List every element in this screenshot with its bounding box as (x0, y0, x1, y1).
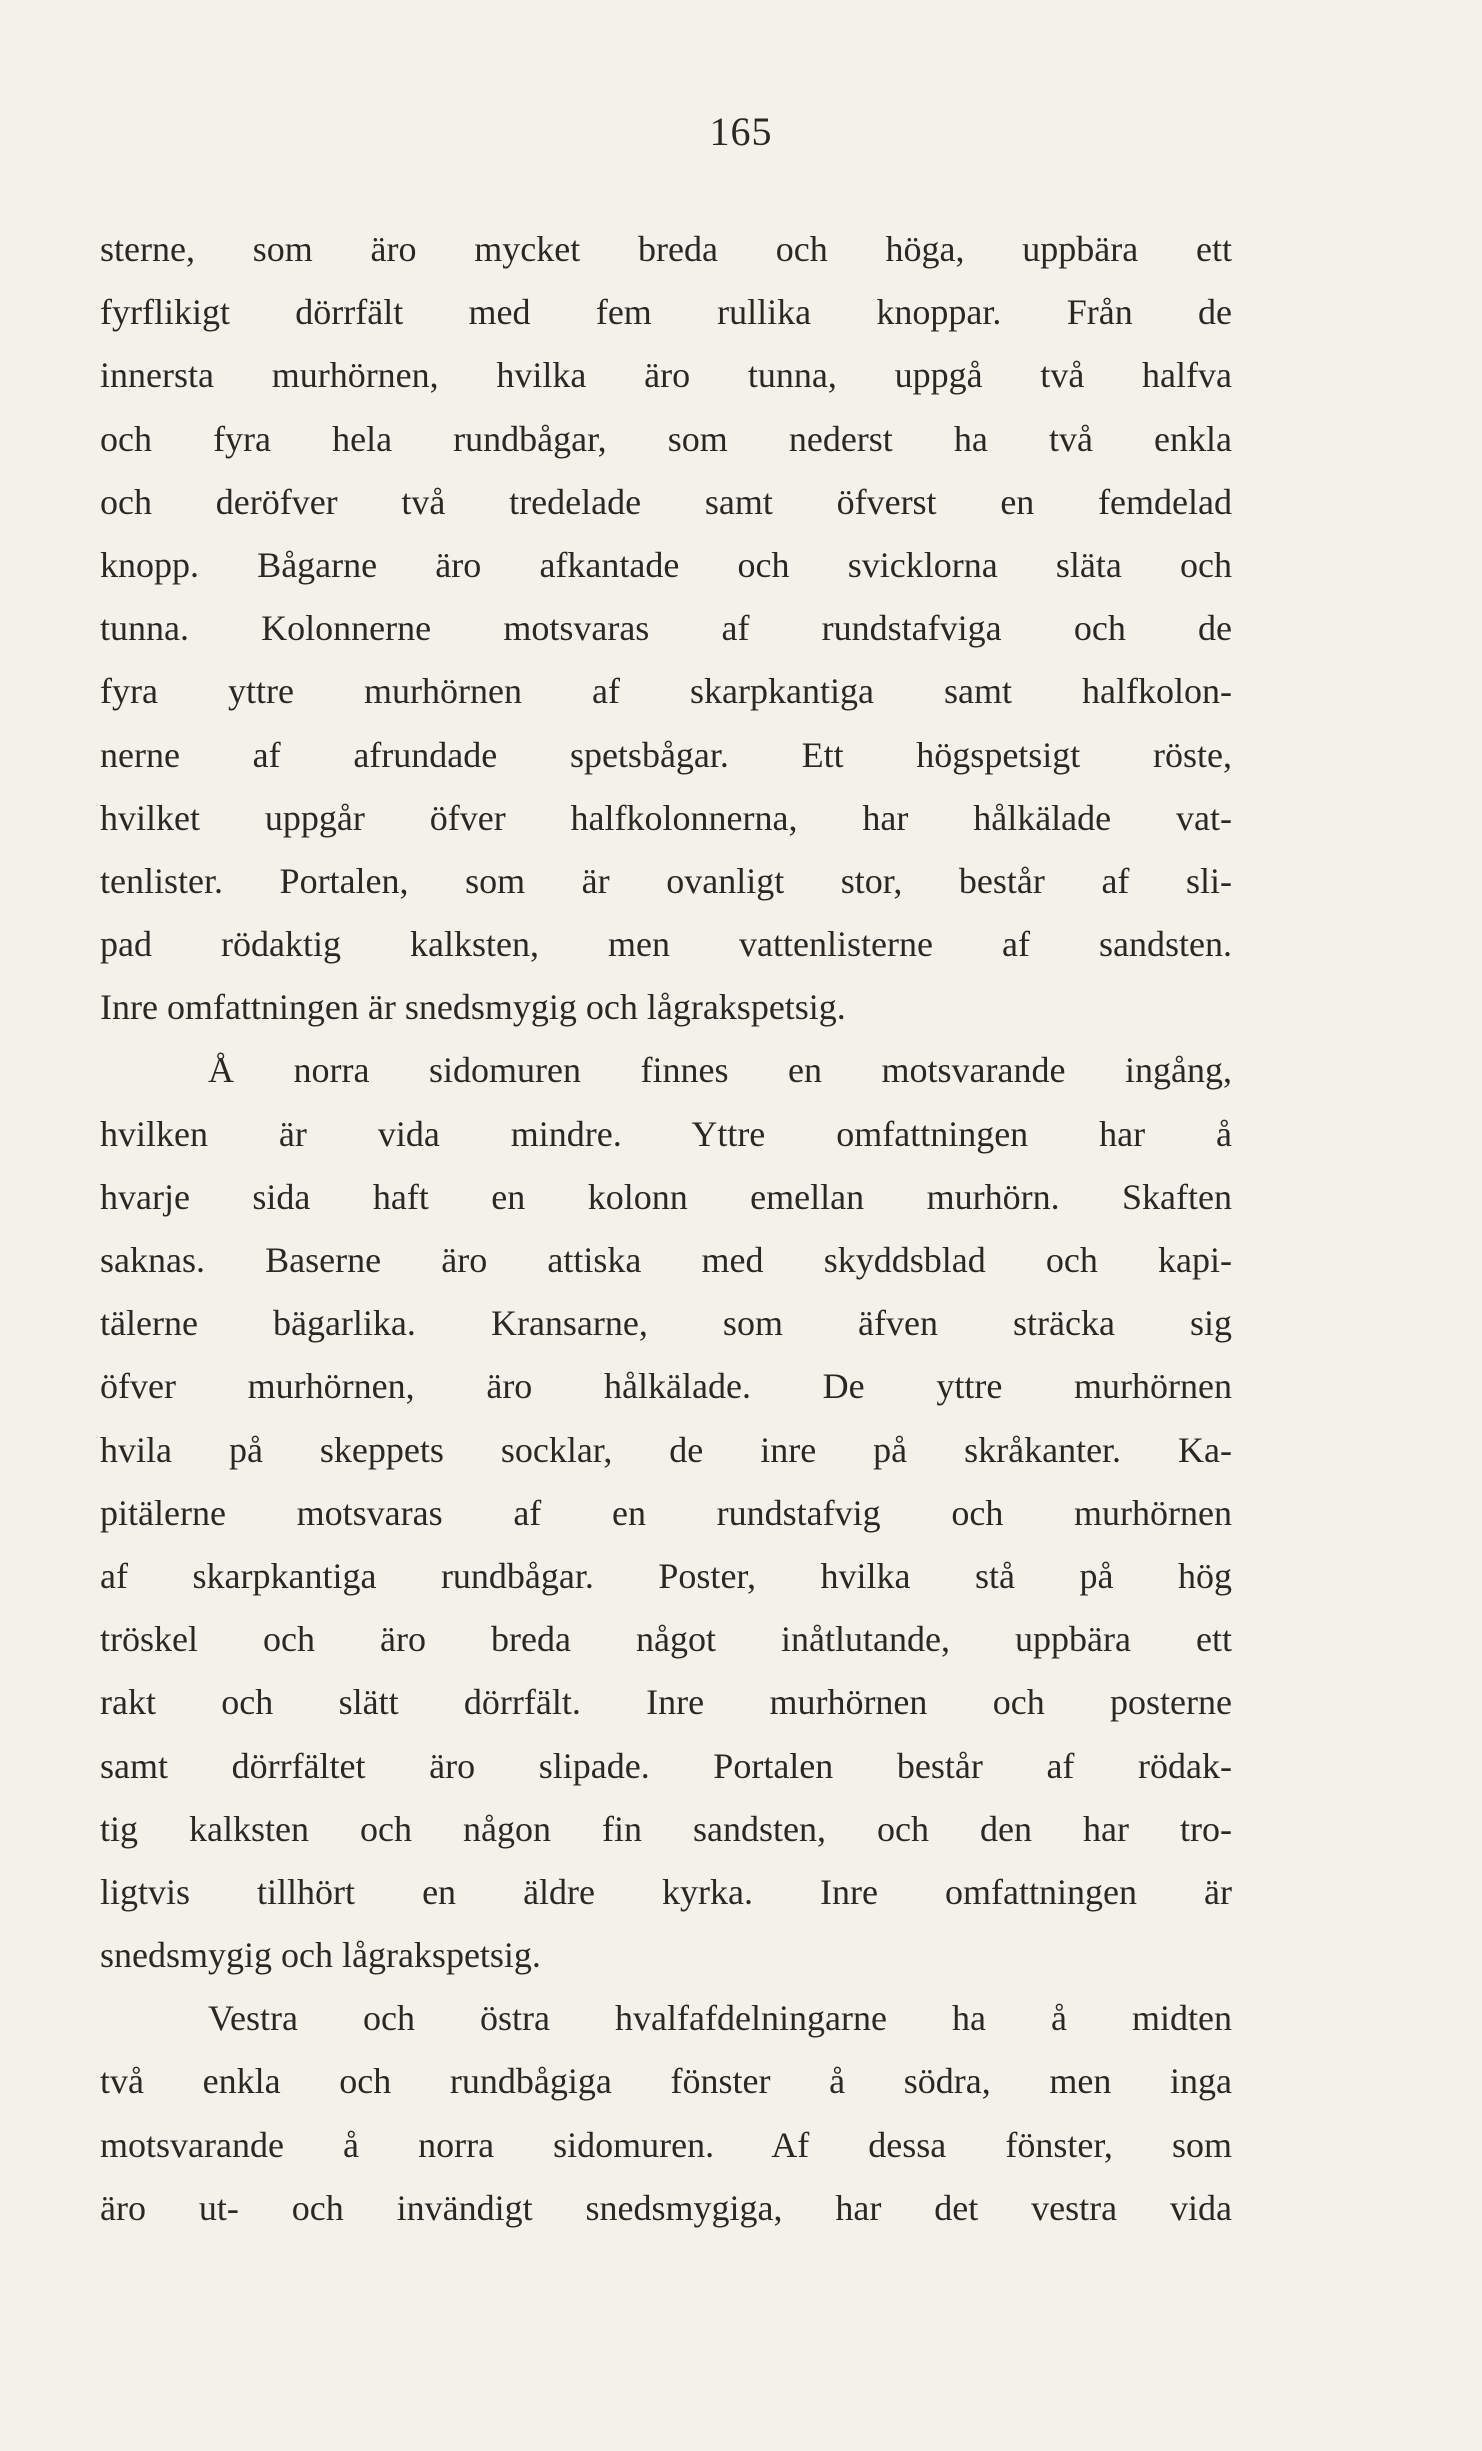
text-line: ligtvis tillhört en äldre kyrka. Inre omfattningen är (100, 1871, 1232, 1912)
text-line: öfver murhörnen, äro hålkälade. De yttre murhörnen (100, 1366, 1232, 1407)
text-line: hvarje sida haft en kolonn emellan murhörn. Skaften (100, 1176, 1232, 1217)
body-text (100, 218, 1232, 2240)
text-line: tenlister. Portalen, som är ovanligt stor, består af sli- (100, 860, 1232, 901)
text-line: hvilken är vida mindre. Yttre omfattningen har å (100, 1113, 1232, 1154)
text-line: innersta murhörnen, hvilka äro tunna, uppgå två halfva (100, 355, 1232, 396)
text-line: motsvarande å norra sidomuren. Af dessa fönster, som (100, 2124, 1232, 2165)
text-line: tröskel och äro breda något inåtlutande, uppbära ett (100, 1619, 1232, 1660)
text-line: pitälerne motsvaras af en rundstafvig och murhörnen (100, 1492, 1232, 1533)
text-line: tig kalksten och någon fin sandsten, och den har tro- (100, 1808, 1232, 1849)
text-line: samt dörrfältet äro slipade. Portalen består af rödak- (100, 1745, 1232, 1786)
text-line: nerne af afrundade spetsbågar. Ett högspetsigt röste, (100, 734, 1232, 775)
text-line: knopp. Bågarne äro afkantade och svicklorna släta och (100, 544, 1232, 585)
text-line: hvila på skeppets socklar, de inre på skråkanter. Ka- (100, 1429, 1232, 1470)
text-line: rakt och slätt dörrfält. Inre murhörnen och posterne (100, 1682, 1232, 1723)
text-line: och deröfver två tredelade samt öfverst en femdelad (100, 481, 1232, 522)
page-number: 165 (709, 109, 773, 154)
text-line: tälerne bägarlika. Kransarne, som äfven sträcka sig (100, 1303, 1232, 1344)
text-line: sterne, som äro mycket breda och höga, uppbära ett (100, 229, 1232, 269)
text-line: Inre omfattningen är snedsmygig och lågrakspetsig. (100, 987, 846, 1028)
text-line: två enkla och rundbågiga fönster å södra, men inga (100, 2061, 1232, 2102)
text-line: fyrflikigt dörrfält med fem rullika knoppar. Från de (100, 292, 1232, 333)
text-line: Å norra sidomuren finnes en motsvarande ingång, (208, 1050, 1232, 1091)
text-line: saknas. Baserne äro attiska med skyddsblad och kapi- (100, 1240, 1232, 1280)
text-line: snedsmygig och lågrakspetsig. (100, 1935, 541, 1976)
text-line: Vestra och östra hvalfafdelningarne ha å midten (208, 1998, 1232, 2039)
text-line: fyra yttre murhörnen af skarpkantiga samt halfkolon- (100, 671, 1232, 712)
text-line: äro ut- och invändigt snedsmygiga, har det vestra vida (100, 2187, 1232, 2228)
text-line: tunna. Kolonnerne motsvaras af rundstafviga och de (100, 608, 1232, 649)
text-line: hvilket uppgår öfver halfkolonnerna, har hålkälade vat- (100, 797, 1232, 838)
text-line: af skarpkantiga rundbågar. Poster, hvilka stå på hög (100, 1555, 1232, 1596)
text-line: pad rödaktig kalksten, men vattenlisterne af sandsten. (100, 924, 1232, 965)
text-line: och fyra hela rundbågar, som nederst ha två enkla (100, 418, 1232, 459)
